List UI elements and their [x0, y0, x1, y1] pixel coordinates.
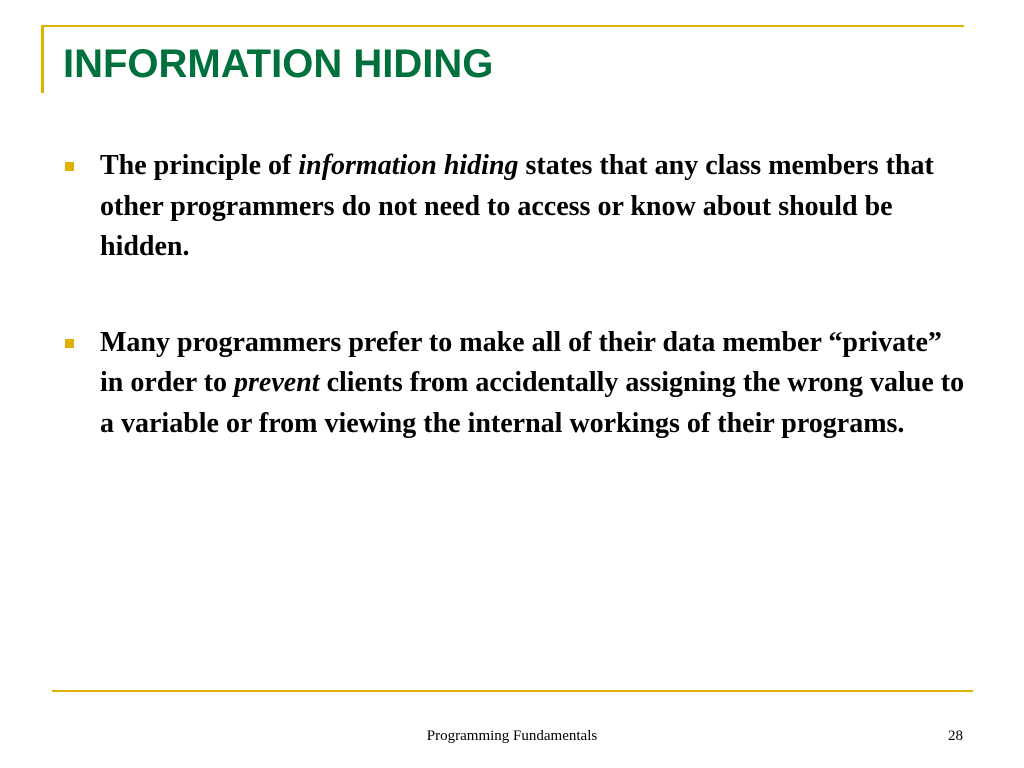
title-frame-left-rule	[41, 25, 44, 93]
bullet-item-information-hiding	[65, 146, 965, 268]
footer-course-title: Programming Fundamentals	[426, 728, 598, 744]
bullet-text-lead: Many programmers prefer to make all of their data member “private” in order to	[100, 326, 942, 398]
bullet-text-lead: The principle of	[100, 150, 299, 181]
square-bullet-icon	[65, 162, 74, 171]
bullet-text-tail: states that any class members that other programmers do not need to access or know about should be hidden.	[100, 150, 934, 262]
title-frame-top-rule	[41, 25, 964, 27]
bullet-emphasis: information hiding	[298, 150, 519, 181]
bullet-list	[65, 146, 965, 499]
bullet-emphasis: prevent	[234, 367, 320, 398]
bullet-text	[100, 327, 964, 439]
bullet-text	[100, 150, 934, 262]
slide-title: INFORMATION HIDING	[63, 42, 494, 86]
bullet-item-private-members	[65, 323, 965, 445]
footer-rule	[52, 690, 973, 692]
square-bullet-icon	[65, 339, 74, 348]
slide-page-number: 28	[948, 728, 963, 744]
bullet-text-tail: clients from accidentally assigning the wrong value to a variable or from viewing the internal workings of their programs.	[100, 367, 965, 439]
